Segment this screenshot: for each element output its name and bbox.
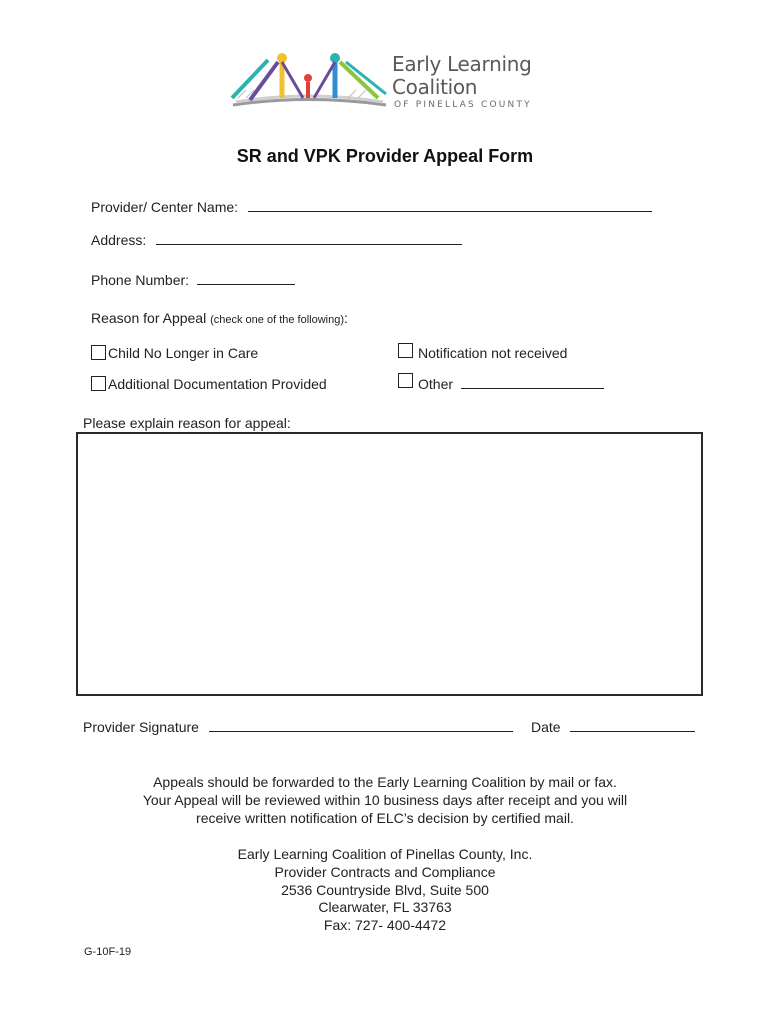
phone-row [91, 272, 295, 288]
date-row [531, 719, 695, 735]
signature-field[interactable] [209, 719, 513, 732]
other-label: Other [418, 376, 454, 392]
other-checkbox[interactable] [398, 373, 413, 388]
notice-line-1: Appeals should be forwarded to the Early Learning Coalition by mail or fax. [153, 774, 617, 790]
provider-name-field[interactable] [248, 199, 652, 212]
reason-label: Reason for Appeal [91, 310, 207, 326]
phone-label: Phone Number: [91, 272, 190, 288]
form-title: SR and VPK Provider Appeal Form [236, 146, 534, 166]
additional-docs-label: Additional Documentation Provided [108, 376, 327, 392]
notice-line-2: Your Appeal will be reviewed within 10 business days after receipt and you will [142, 792, 628, 808]
notification-checkbox[interactable] [398, 343, 413, 358]
address-label: Address: [91, 232, 147, 248]
reason-row [91, 310, 348, 326]
explain-label: Please explain reason for appeal: [83, 415, 291, 431]
address-block-line-4: Clearwater, FL 33763 [318, 899, 452, 915]
phone-field[interactable] [197, 272, 295, 285]
reason-hint: (check one of the following) [210, 314, 345, 326]
address-block-line-1: Early Learning Coalition of Pinellas County, Inc. [237, 846, 533, 862]
address-field[interactable] [156, 232, 462, 245]
logo-line-2: Coalition [392, 75, 478, 99]
reason-colon: : [344, 310, 348, 326]
address-block-line-3: 2536 Countryside Blvd, Suite 500 [281, 882, 489, 898]
notification-label: Notification not received [418, 345, 568, 361]
logo-wordmark [392, 53, 532, 99]
other-field[interactable] [461, 376, 604, 389]
date-label: Date [531, 719, 561, 735]
signature-label: Provider Signature [83, 719, 199, 735]
form-code: G-10F-19 [84, 946, 132, 958]
logo-line-1: Early Learning [392, 52, 532, 76]
address-row [91, 232, 462, 248]
address-block-line-5: Fax: 727- 400-4472 [323, 917, 447, 933]
logo-subline: OF PINELLAS COUNTY [394, 100, 532, 110]
signature-row [83, 719, 513, 735]
elc-logo-graphic [228, 50, 388, 110]
address-block-line-2: Provider Contracts and Compliance [274, 864, 496, 880]
explain-textbox[interactable] [76, 432, 703, 696]
other-row [418, 376, 604, 392]
child-no-longer-label: Child No Longer in Care [108, 345, 259, 361]
date-field[interactable] [570, 719, 695, 732]
notice-line-3: receive written notification of ELC’s decision by certified mail. [196, 810, 574, 826]
child-no-longer-checkbox[interactable] [91, 345, 106, 360]
provider-name-row [91, 199, 652, 215]
provider-name-label: Provider/ Center Name: [91, 199, 239, 215]
additional-docs-checkbox[interactable] [91, 376, 106, 391]
